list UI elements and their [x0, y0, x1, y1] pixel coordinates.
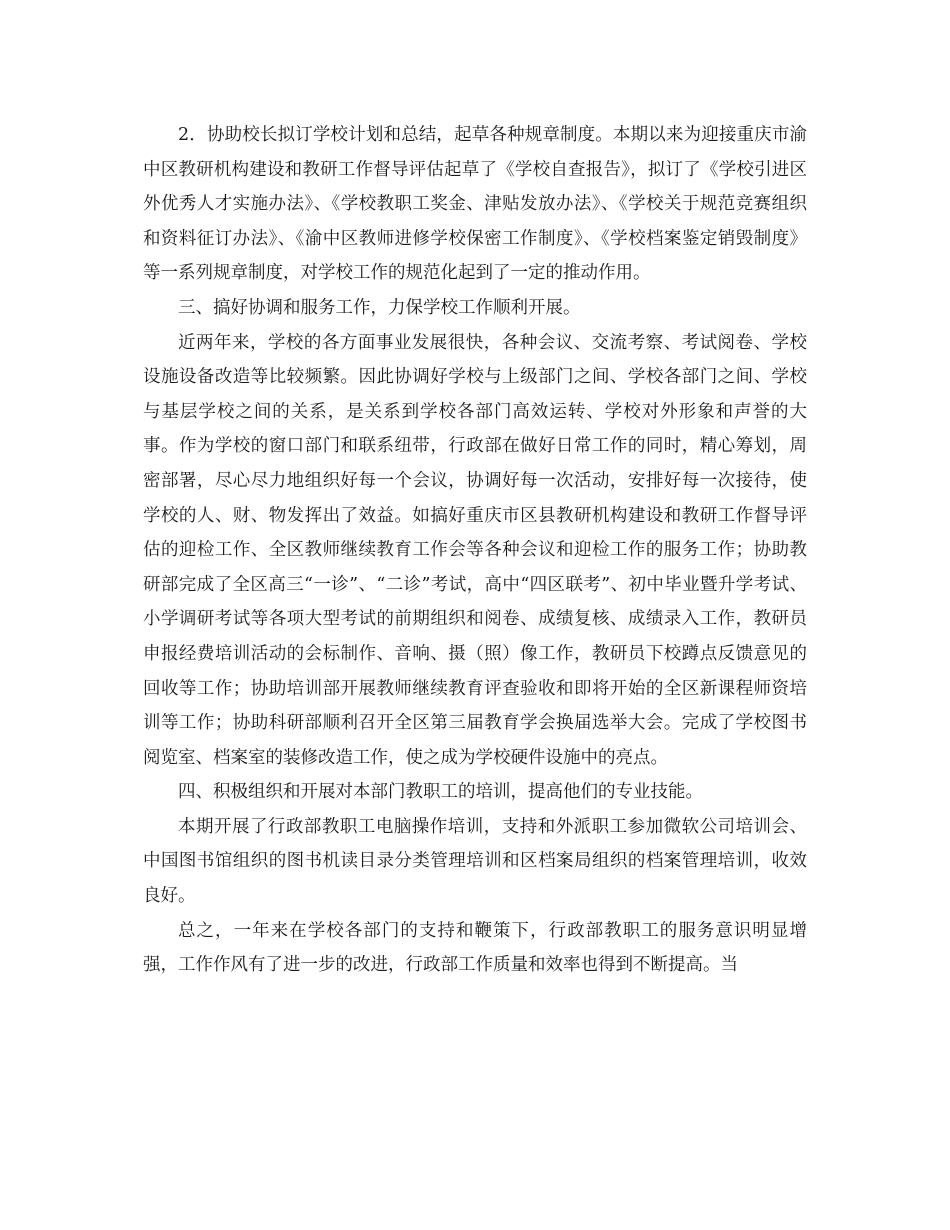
paragraph-drafting-regulations: 2．协助校长拟订学校计划和总结，起草各种规章制度。本期以来为迎接重庆市渝中区教研机构建设和教研工作督导评估起草了《学校自查报告》，拟订了《学校引进区外优秀人才实施办法》、《学校教职工奖金、津贴发放办法》、《学校关于规范竞赛组织和资料征订办法》、《渝中区教师进修学校保密工作制度》、《学校档案鉴定销毁制度》等一系列规章制度，对学校工作的规范化起到了一定的推动作用。: [143, 125, 807, 284]
document-body: [143, 118, 807, 983]
paragraph-summary: 总之，一年来在学校各部门的支持和鞭策下，行政部教职工的服务意识明显增强，工作作风有了进一步的改进，行政部工作质量和效率也得到不断提高。当: [143, 920, 807, 976]
paragraph-coordination-service: 近两年来，学校的各方面事业发展很快，各种会议、交流考察、考试阅卷、学校设施设备改造等比较频繁。因此协调好学校与上级部门之间、学校各部门之间、学校与基层学校之间的关系，是关系到学校各部门高效运转、学校对外形象和声誉的大事。作为学校的窗口部门和联系纽带，行政部在做好日常工作的同时，精心筹划，周密部署，尽心尽力地组织好每一个会议，协调好每一次活动，安排好每一次接待，使学校的人、财、物发挥出了效益。如搞好重庆市区县教研机构建设和教研工作督导评估的迎检工作、全区教师继续教育工作会等各种会议和迎检工作的服务工作；协助教研部完成了全区高三“一诊”、“二诊”考试，高中“四区联考”、初中毕业暨升学考试、小学调研考试等各项大型考试的前期组织和阅卷、成绩复核、成绩录入工作，教研员申报经费培训活动的会标制作、音响、摄（照）像工作，教研员下校蹲点反馈意见的回收等工作；协助培训部开展教师继续教育评查验收和即将开始的全区新课程师资培训等工作；协助科研部顺利召开全区第三届教育学会换届选举大会。完成了学校图书阅览室、档案室的装修改造工作，使之成为学校硬件设施中的亮点。: [143, 332, 807, 768]
paragraph-training: 本期开展了行政部教职工电脑操作培训，支持和外派职工参加微软公司培训会、中国图书馆组织的图书机读目录分类管理培训和区档案局组织的档案管理培训，收效良好。: [143, 816, 807, 907]
section-heading-coordination: 三、搞好协调和服务工作，力保学校工作顺利开展。: [178, 297, 581, 318]
section-heading-training: 四、积极组织和开展对本部门教职工的培训，提高他们的专业技能。: [178, 782, 703, 803]
